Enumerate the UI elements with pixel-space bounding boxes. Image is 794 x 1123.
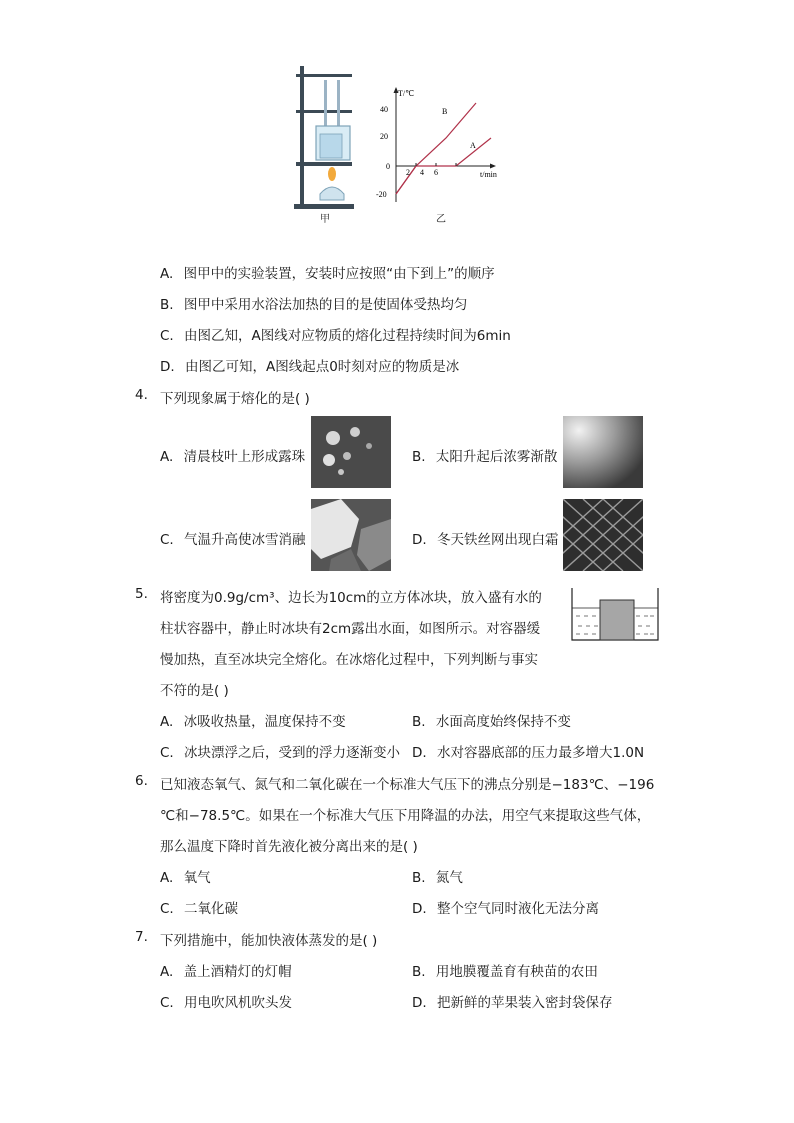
q5-stem-line-3: 慢加热，直至冰块完全熔化。在冰熔化过程中，下列判断与事实 bbox=[160, 652, 538, 668]
option-label: C. bbox=[160, 995, 174, 1011]
q7-option-a[interactable] bbox=[160, 960, 292, 980]
option-text: 冬天铁丝网出现白霜 bbox=[436, 532, 559, 548]
option-text: 太阳升起后浓雾渐散 bbox=[435, 449, 558, 465]
option-label: A. bbox=[160, 964, 174, 980]
q6-option-c[interactable] bbox=[160, 897, 238, 917]
series-b-label: B bbox=[442, 107, 448, 116]
option-text: 图甲中采用水浴法加热的目的是使固体受热均匀 bbox=[183, 297, 468, 313]
q6-number: 6. bbox=[135, 773, 148, 789]
y-tick-40: 40 bbox=[380, 105, 388, 114]
chart-figure-label: 乙 bbox=[436, 214, 446, 225]
q3-option-a[interactable] bbox=[160, 262, 495, 282]
q7-option-b[interactable] bbox=[412, 960, 598, 980]
option-text: 用电吹风机吹头发 bbox=[184, 995, 293, 1011]
q6-stem-line-1: 已知液态氧气、氮气和二氧化碳在一个标准大气压下的沸点分别是−183℃、−196 bbox=[160, 777, 655, 793]
q4-option-c[interactable] bbox=[160, 528, 306, 548]
q4-option-a[interactable] bbox=[160, 445, 305, 465]
option-label: B. bbox=[412, 964, 426, 980]
x-tick-4: 4 bbox=[420, 168, 424, 177]
option-label: A. bbox=[160, 714, 174, 730]
q5-stem-line-2: 柱状容器中，静止时冰块有2cm露出水面，如图所示。对容器缓 bbox=[160, 621, 541, 637]
apparatus-figure bbox=[290, 62, 360, 222]
q4-number: 4. bbox=[135, 387, 148, 403]
q3-option-d[interactable] bbox=[160, 355, 459, 375]
option-label: D. bbox=[412, 901, 427, 917]
option-text: 水面高度始终保持不变 bbox=[435, 714, 571, 730]
option-text: 水对容器底部的压力最多增大1.0N bbox=[436, 745, 645, 761]
option-text: 氮气 bbox=[435, 870, 463, 886]
q5-option-a[interactable] bbox=[160, 710, 346, 730]
option-label: B. bbox=[160, 297, 174, 313]
option-text: 二氧化碳 bbox=[184, 901, 239, 917]
option-text: 图甲中的实验装置，安装时应按照“由下到上”的顺序 bbox=[183, 266, 495, 282]
option-label: C. bbox=[160, 901, 174, 917]
fog-photo bbox=[563, 416, 643, 488]
q6-stem-line-3: 那么温度下降时首先液化被分离出来的是( ) bbox=[160, 839, 418, 855]
q5-stem-line-1: 将密度为0.9g/cm³、边长为10cm的立方体冰块，放入盛有水的 bbox=[160, 590, 542, 606]
q3-option-b[interactable] bbox=[160, 293, 467, 313]
option-label: B. bbox=[412, 870, 426, 886]
y-tick-20: 20 bbox=[380, 132, 388, 141]
option-label: D. bbox=[160, 359, 175, 375]
option-label: B. bbox=[412, 449, 426, 465]
option-label: A. bbox=[160, 266, 174, 282]
option-text: 冰吸收热量，温度保持不变 bbox=[183, 714, 346, 730]
option-text: 气温升高使冰雪消融 bbox=[184, 532, 306, 548]
option-label: A. bbox=[160, 870, 174, 886]
q7-option-d[interactable] bbox=[412, 991, 612, 1011]
option-label: A. bbox=[160, 449, 174, 465]
option-text: 由图乙可知，A图线起点0时刻对应的物质是冰 bbox=[184, 359, 460, 375]
q5-stem-line-4: 不符的是( ) bbox=[160, 683, 229, 699]
temperature-chart bbox=[372, 84, 512, 212]
y-tick-0: 0 bbox=[386, 162, 390, 171]
x-tick-6: 6 bbox=[434, 168, 438, 177]
q6-option-b[interactable] bbox=[412, 866, 463, 886]
option-text: 氧气 bbox=[183, 870, 211, 886]
q5-option-d[interactable] bbox=[412, 741, 644, 761]
q4-option-d[interactable] bbox=[412, 528, 558, 548]
q5-number: 5. bbox=[135, 586, 148, 602]
option-label: B. bbox=[412, 714, 426, 730]
dew-photo bbox=[311, 416, 391, 488]
q5-option-c[interactable] bbox=[160, 741, 400, 761]
option-label: D. bbox=[412, 532, 427, 548]
q6-option-a[interactable] bbox=[160, 866, 211, 886]
q4-stem: 下列现象属于熔化的是( ) bbox=[160, 391, 310, 407]
option-label: C. bbox=[160, 532, 174, 548]
snow-photo bbox=[311, 499, 391, 571]
q6-stem-line-2: ℃和−78.5℃。如果在一个标准大气压下用降温的办法，用空气来提取这些气体， bbox=[160, 808, 651, 824]
option-label: C. bbox=[160, 328, 174, 344]
x-tick-2: 2 bbox=[406, 168, 410, 177]
q7-option-c[interactable] bbox=[160, 991, 292, 1011]
option-text: 把新鲜的苹果装入密封袋保存 bbox=[436, 995, 613, 1011]
option-text: 盖上酒精灯的灯帽 bbox=[183, 964, 292, 980]
option-text: 清晨枝叶上形成露珠 bbox=[183, 449, 306, 465]
q3-option-c[interactable] bbox=[160, 324, 511, 344]
q5-option-b[interactable] bbox=[412, 710, 571, 730]
option-label: C. bbox=[160, 745, 174, 761]
q6-option-d[interactable] bbox=[412, 897, 599, 917]
series-a-label: A bbox=[470, 141, 476, 150]
q4-option-b[interactable] bbox=[412, 445, 557, 465]
q7-number: 7. bbox=[135, 929, 148, 945]
option-text: 冰块漂浮之后，受到的浮力逐渐变小 bbox=[184, 745, 401, 761]
y-tick-neg20: -20 bbox=[376, 190, 387, 199]
series-line-b bbox=[396, 103, 476, 194]
option-text: 由图乙知，A图线对应物质的熔化过程持续时间为6min bbox=[184, 328, 511, 344]
x-axis-label: t/min bbox=[480, 170, 497, 179]
ice-container-figure bbox=[570, 586, 660, 644]
apparatus-label: 甲 bbox=[320, 214, 330, 225]
option-text: 整个空气同时液化无法分离 bbox=[436, 901, 599, 917]
option-label: D. bbox=[412, 745, 427, 761]
frost-photo bbox=[563, 499, 643, 571]
option-label: D. bbox=[412, 995, 427, 1011]
y-axis-label: T/℃ bbox=[398, 89, 415, 98]
option-text: 用地膜覆盖育有秧苗的农田 bbox=[435, 964, 598, 980]
q7-stem: 下列措施中，能加快液体蒸发的是( ) bbox=[160, 933, 378, 949]
